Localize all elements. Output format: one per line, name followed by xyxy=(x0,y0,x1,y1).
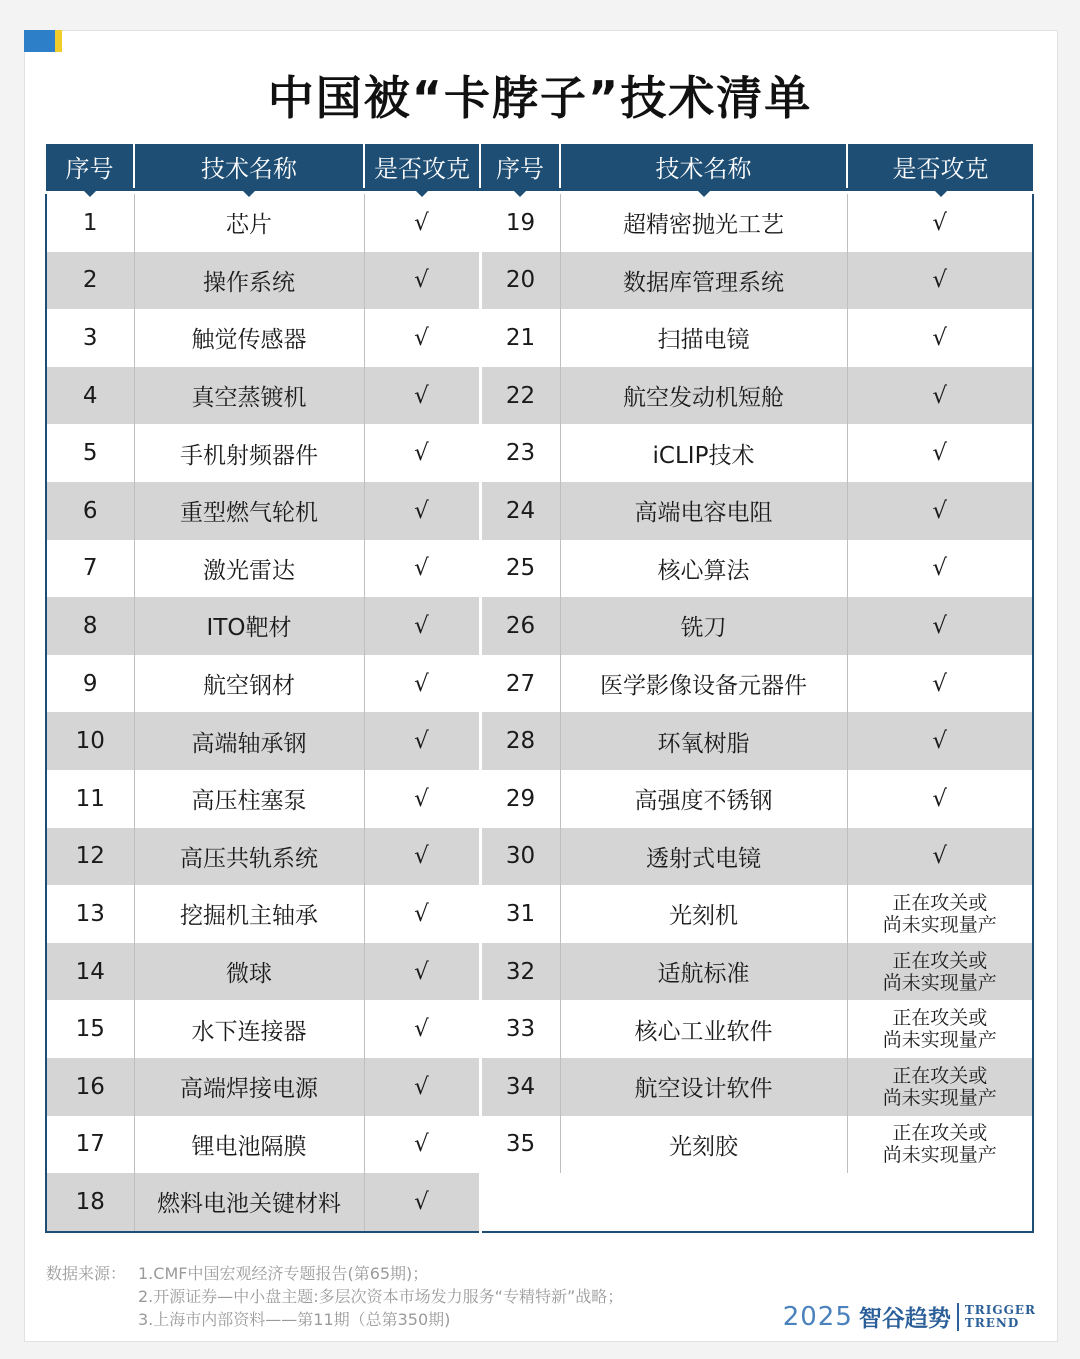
table-row xyxy=(46,943,1033,1001)
cell-no: 1 xyxy=(46,194,134,252)
cell-status: √ xyxy=(847,597,1033,655)
cell-status: √ xyxy=(847,194,1033,252)
cell-name: 环氧树脂 xyxy=(560,712,847,770)
cell-no: 33 xyxy=(480,1000,560,1058)
cell-no: 14 xyxy=(46,943,134,1001)
cell-status: √ xyxy=(847,540,1033,598)
cell-status: √ xyxy=(364,252,480,310)
table-row xyxy=(46,1173,1033,1232)
table-row xyxy=(46,252,1033,310)
table-row xyxy=(46,885,1033,943)
cell-status: √ xyxy=(364,828,480,886)
tech-table xyxy=(45,144,1034,1233)
cell-no: 6 xyxy=(46,482,134,540)
table-row xyxy=(46,770,1033,828)
cell-status: √ xyxy=(847,367,1033,425)
cell-status: √ xyxy=(364,1173,480,1232)
cell-no: 20 xyxy=(480,252,560,310)
cell-no: 29 xyxy=(480,770,560,828)
cell-status: √ xyxy=(847,828,1033,886)
cell-no: 10 xyxy=(46,712,134,770)
empty-cell xyxy=(480,1173,1033,1232)
brand-year: 2025 xyxy=(782,1301,853,1332)
cell-status: √ xyxy=(847,655,1033,713)
cell-status: √ xyxy=(364,1000,480,1058)
table-row xyxy=(46,1000,1033,1058)
cell-no: 28 xyxy=(480,712,560,770)
cell-no: 17 xyxy=(46,1116,134,1174)
cell-name: 高端轴承钢 xyxy=(134,712,364,770)
brand-en xyxy=(965,1304,1036,1330)
cell-no: 24 xyxy=(480,482,560,540)
header-no-right: 序号 xyxy=(480,144,560,190)
cell-name: 透射式电镜 xyxy=(560,828,847,886)
cell-name: 高压柱塞泵 xyxy=(134,770,364,828)
cell-name: 医学影像设备元器件 xyxy=(560,655,847,713)
cell-no: 2 xyxy=(46,252,134,310)
cell-name: 超精密抛光工艺 xyxy=(560,194,847,252)
cell-status: √ xyxy=(847,770,1033,828)
cell-no: 15 xyxy=(46,1000,134,1058)
header-status-right: 是否攻克 xyxy=(847,144,1033,190)
cell-name: 锂电池隔膜 xyxy=(134,1116,364,1174)
cell-status: √ xyxy=(847,712,1033,770)
cell-name: 激光雷达 xyxy=(134,540,364,598)
table-row xyxy=(46,655,1033,713)
cell-no: 34 xyxy=(480,1058,560,1116)
cell-status: √ xyxy=(364,1116,480,1174)
table-row xyxy=(46,1116,1033,1174)
cell-no: 21 xyxy=(480,309,560,367)
table-row xyxy=(46,367,1033,425)
cell-status: 正在攻关或 尚未实现量产 xyxy=(847,1116,1033,1174)
cell-status: √ xyxy=(364,655,480,713)
cell-name: 真空蒸镀机 xyxy=(134,367,364,425)
cell-name: 高端电容电阻 xyxy=(560,482,847,540)
cell-status: √ xyxy=(364,482,480,540)
cell-name: 扫描电镜 xyxy=(560,309,847,367)
cell-name: 高压共轨系统 xyxy=(134,828,364,886)
header-name-right: 技术名称 xyxy=(560,144,847,190)
cell-no: 9 xyxy=(46,655,134,713)
table-row xyxy=(46,828,1033,886)
cell-status: 正在攻关或 尚未实现量产 xyxy=(847,1000,1033,1058)
brand-en-line: TREND xyxy=(964,1315,1020,1330)
cell-name: 铣刀 xyxy=(560,597,847,655)
table-row xyxy=(46,309,1033,367)
table-row xyxy=(46,1058,1033,1116)
cell-no: 26 xyxy=(480,597,560,655)
cell-name: 光刻机 xyxy=(560,885,847,943)
cell-no: 35 xyxy=(480,1116,560,1174)
table-row xyxy=(46,424,1033,482)
cell-status: √ xyxy=(364,194,480,252)
data-source xyxy=(46,1262,623,1331)
cell-status: √ xyxy=(364,309,480,367)
cell-status: √ xyxy=(364,597,480,655)
cell-no: 11 xyxy=(46,770,134,828)
cell-name: 重型燃气轮机 xyxy=(134,482,364,540)
cell-status: √ xyxy=(364,885,480,943)
cell-no: 22 xyxy=(480,367,560,425)
cell-no: 3 xyxy=(46,309,134,367)
cell-no: 31 xyxy=(480,885,560,943)
header-no-left: 序号 xyxy=(46,144,134,190)
cell-no: 4 xyxy=(46,367,134,425)
cell-no: 5 xyxy=(46,424,134,482)
cell-name: 水下连接器 xyxy=(134,1000,364,1058)
cell-no: 27 xyxy=(480,655,560,713)
corner-mark xyxy=(24,30,62,52)
source-line: 3.上海市内部资料——第11期（总第350期) xyxy=(138,1310,451,1329)
header-status-left: 是否攻克 xyxy=(364,144,480,190)
cell-name: 挖掘机主轴承 xyxy=(134,885,364,943)
cell-name: 航空钢材 xyxy=(134,655,364,713)
cell-no: 7 xyxy=(46,540,134,598)
cell-status: √ xyxy=(847,252,1033,310)
cell-status: √ xyxy=(364,367,480,425)
cell-name: 高强度不锈钢 xyxy=(560,770,847,828)
cell-no: 8 xyxy=(46,597,134,655)
cell-status: √ xyxy=(364,770,480,828)
cell-no: 19 xyxy=(480,194,560,252)
cell-name: ITO靶材 xyxy=(134,597,364,655)
brand-logo xyxy=(783,1300,1036,1333)
source-line: 1.CMF中国宏观经济专题报告(第65期)； xyxy=(138,1264,429,1283)
cell-status: 正在攻关或 尚未实现量产 xyxy=(847,1058,1033,1116)
cell-status: √ xyxy=(847,424,1033,482)
cell-status: √ xyxy=(364,1058,480,1116)
table-row xyxy=(46,597,1033,655)
cell-status: 正在攻关或 尚未实现量产 xyxy=(847,943,1033,1001)
cell-name: 操作系统 xyxy=(134,252,364,310)
page-title: 中国被“卡脖子”技术清单 xyxy=(267,71,813,125)
table-row xyxy=(46,482,1033,540)
cell-name: 芯片 xyxy=(134,194,364,252)
cell-status: √ xyxy=(364,540,480,598)
source-line: 2.开源证券—中小盘主题:多层次资本市场发力服务“专精特新”战略； xyxy=(138,1287,624,1306)
cell-name: 适航标准 xyxy=(560,943,847,1001)
cell-name: 数据库管理系统 xyxy=(560,252,847,310)
cell-no: 32 xyxy=(480,943,560,1001)
cell-status: √ xyxy=(364,424,480,482)
cell-name: 微球 xyxy=(134,943,364,1001)
cell-name: 光刻胶 xyxy=(560,1116,847,1174)
cell-name: 航空发动机短舱 xyxy=(560,367,847,425)
cell-name: iCLIP技术 xyxy=(560,424,847,482)
cell-name: 高端焊接电源 xyxy=(134,1058,364,1116)
cell-no: 12 xyxy=(46,828,134,886)
cell-no: 25 xyxy=(480,540,560,598)
brand-name: 智谷趋势 xyxy=(858,1306,951,1332)
cell-status: √ xyxy=(364,712,480,770)
brand-divider xyxy=(957,1303,959,1331)
header-name-left: 技术名称 xyxy=(134,144,364,190)
cell-status: 正在攻关或 尚未实现量产 xyxy=(847,885,1033,943)
cell-name: 燃料电池关键材料 xyxy=(134,1173,364,1232)
table-row xyxy=(46,540,1033,598)
cell-name: 触觉传感器 xyxy=(134,309,364,367)
cell-status: √ xyxy=(364,943,480,1001)
table-header xyxy=(46,144,1033,190)
cell-name: 核心工业软件 xyxy=(560,1000,847,1058)
cell-no: 16 xyxy=(46,1058,134,1116)
cell-name: 手机射频器件 xyxy=(134,424,364,482)
cell-no: 18 xyxy=(46,1173,134,1232)
cell-status: √ xyxy=(847,309,1033,367)
table-row xyxy=(46,712,1033,770)
cell-name: 航空设计软件 xyxy=(560,1058,847,1116)
cell-no: 23 xyxy=(480,424,560,482)
cell-status: √ xyxy=(847,482,1033,540)
brand-en-line: TRIGGER xyxy=(964,1302,1036,1317)
cell-no: 30 xyxy=(480,828,560,886)
source-label: 数据来源： xyxy=(46,1264,127,1283)
cell-no: 13 xyxy=(46,885,134,943)
table-row xyxy=(46,194,1033,252)
cell-name: 核心算法 xyxy=(560,540,847,598)
